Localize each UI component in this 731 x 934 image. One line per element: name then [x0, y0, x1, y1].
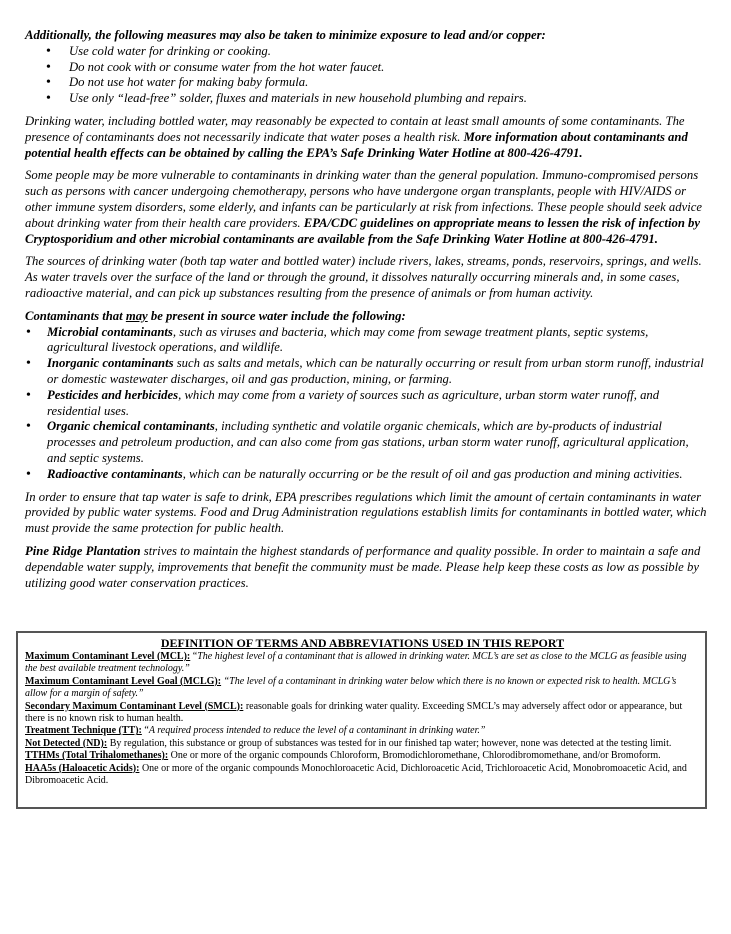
definition-sep: “ — [141, 725, 149, 737]
definition-row — [25, 701, 700, 726]
hotline-info: More information about contaminants and potential health effects can be obtained by calling the EPA’s Safe Drinking Water Hotline at 800-426-4791. — [25, 129, 688, 160]
definition-text: By regulation, this substance or group of substances was tested for in our finished tap water; however, none was detected at the testing limit. — [109, 737, 672, 749]
contaminant-desc: , which can be naturally occurring or be the result of oil and gas production and mining activities. — [182, 466, 683, 481]
contaminant-desc: , such as viruses and bacteria, which may come from sewage treatment plants, septic systems, agricultural livestock operations, and wildlife. — [47, 324, 649, 355]
definition-term: HAA5s (Haloacetic Acids): — [25, 762, 140, 774]
sources-paragraph: The sources of drinking water (both tap water and bottled water) include rivers, lakes, streams, ponds, reservoirs, springs, and wells. As water travels over the surface of the land or through the ground, it dissolves naturally occurring minerals and, in some cases, radioactive material, and can pick up substances resulting from the presence of animals or from human activity. — [25, 254, 702, 300]
contaminant-desc: , which may come from a variety of sources such as agriculture, urban storm water runoff, and residential uses. — [47, 387, 660, 418]
definition-row — [25, 750, 700, 762]
paragraph-text: strives to maintain the highest standards of performance and quality possible. In order to maintain a safe and dependable water supply, improvements that benefit the community must be made. Please help keep these costs as low as possible by utilizing good water conservation practices. — [25, 543, 701, 590]
definition-text: The highest level of a contaminant that is allowed in drinking water. MCL’s are set as close to the MCLG as feasible using the best available treatment technology.” — [25, 651, 687, 675]
definition-term: TTHMs (Total Trihalomethanes): — [25, 750, 169, 762]
definition-row — [25, 651, 700, 676]
definition-term: Treatment Technique (TT): — [25, 725, 142, 737]
definition-text: “The level of a contaminant in drinking water below which there is no known or expected risk to health. MCLG’s allow for a margin of safety.” — [25, 675, 677, 700]
contaminant-item — [25, 356, 708, 388]
definition-term: Maximum Contaminant Level Goal (MCLG): — [25, 675, 222, 687]
measure-item: • Use only “lead-free” solder, fluxes and materials in new household plumbing and repairs. — [25, 91, 708, 107]
contaminant-item — [25, 388, 708, 420]
definition-sep: “ — [190, 651, 198, 662]
report-page — [25, 28, 708, 598]
measure-item: • Do not use hot water for making baby formula. — [25, 75, 708, 91]
definition-term: Secondary Maximum Contaminant Level (SMCL): — [25, 700, 244, 712]
definitions-box — [16, 631, 707, 809]
additional-measures-heading: Additionally, the following measures may also be taken to minimize exposure to lead and/or copper: — [25, 28, 546, 42]
heading-emphasis: may — [125, 308, 148, 323]
contaminant-term: Microbial contaminants — [47, 324, 173, 339]
contaminant-item — [25, 325, 708, 357]
contaminant-item — [25, 467, 708, 483]
paragraph-text: Some people may be more vulnerable to contaminants in drinking water than the general population. Immuno-compromised persons such as persons with cancer undergoing chemotherapy, persons who have undergone organ transplants, people with HIV/AIDS or other immune system disorders, some elderly, and infants can be particularly at risk from infections. These people should seek advice about drinking water from their health care providers. — [25, 168, 703, 230]
definition-row — [25, 725, 700, 737]
epa-regulations-paragraph: In order to ensure that tap water is safe to drink, EPA prescribes regulations which limit the amount of certain contaminants in water provided by public water systems. Food and Drug Administration regulations establish limits for contaminants in bottled water, which must provide the same protection for public health. — [25, 489, 707, 536]
heading-text: be present in source water include the following: — [147, 308, 406, 323]
contaminant-term: Radioactive contaminants — [47, 466, 183, 481]
contaminant-term: Pesticides and herbicides — [47, 387, 179, 402]
definition-text: reasonable goals for drinking water quality. Exceeding SMCL’s may adversely affect odor or appearance, but there is no known risk to human health. — [25, 700, 683, 725]
measures-list — [25, 44, 708, 107]
measure-item: • Do not cook with or consume water from the hot water faucet. — [25, 60, 708, 76]
cdc-guidelines: EPA/CDC guidelines on appropriate means to lessen the risk of infection by Cryptosporidium and other microbial contaminants are available from the Safe Drinking Water Hotline at 800-426-4791. — [25, 215, 701, 246]
definition-text: One or more of the organic compounds Chloroform, Bromodichloromethane, Chlorodibromomethane, and/or Bromoform. — [170, 750, 661, 762]
contaminants-heading — [25, 309, 708, 325]
definition-text: A required process intended to reduce the level of a contaminant in drinking water.” — [148, 725, 486, 737]
definition-row — [25, 763, 700, 788]
contaminants-list — [25, 325, 708, 483]
pine-ridge-paragraph — [25, 544, 708, 591]
bottled-water-paragraph — [25, 114, 708, 161]
vulnerable-paragraph — [25, 168, 708, 247]
definitions-title: DEFINITION OF TERMS AND ABBREVIATIONS USED IN THIS REPORT — [160, 636, 565, 650]
contaminant-item — [25, 419, 708, 466]
definition-term: Not Detected (ND): — [25, 737, 108, 749]
definition-row — [25, 738, 700, 750]
measure-item: • Use cold water for drinking or cooking. — [25, 44, 708, 60]
contaminant-desc: such as salts and metals, which can be naturally occurring or result from urban storm runoff, industrial or domestic wastewater discharges, oil and gas production, mining, or farming. — [47, 356, 704, 386]
contaminant-term: Organic chemical contaminants — [47, 419, 215, 434]
contaminant-desc: , including synthetic and volatile organic chemicals, which are by-products of industrial processes and petroleum production, and can also come from gas stations, urban storm water runoff, agricultural application, and septic systems. — [47, 419, 689, 465]
definition-term: Maximum Contaminant Level (MCL): — [25, 651, 191, 662]
definition-text: One or more of the organic compounds Monochloroacetic Acid, Dichloroacetic Acid, Trichloroacetic Acid, Monobromoacetic Acid, and Dibromoacetic Acid. — [25, 762, 687, 787]
heading-text: Contaminants that — [25, 308, 126, 323]
utility-name: Pine Ridge Plantation — [25, 543, 141, 558]
contaminant-term: Inorganic contaminants — [47, 356, 174, 371]
paragraph-text: Drinking water, including bottled water, may reasonably be expected to contain at least small amounts of some contaminants. The presence of contaminants does not necessarily indicate that water poses a health risk. — [25, 113, 685, 144]
definition-row — [25, 676, 700, 701]
